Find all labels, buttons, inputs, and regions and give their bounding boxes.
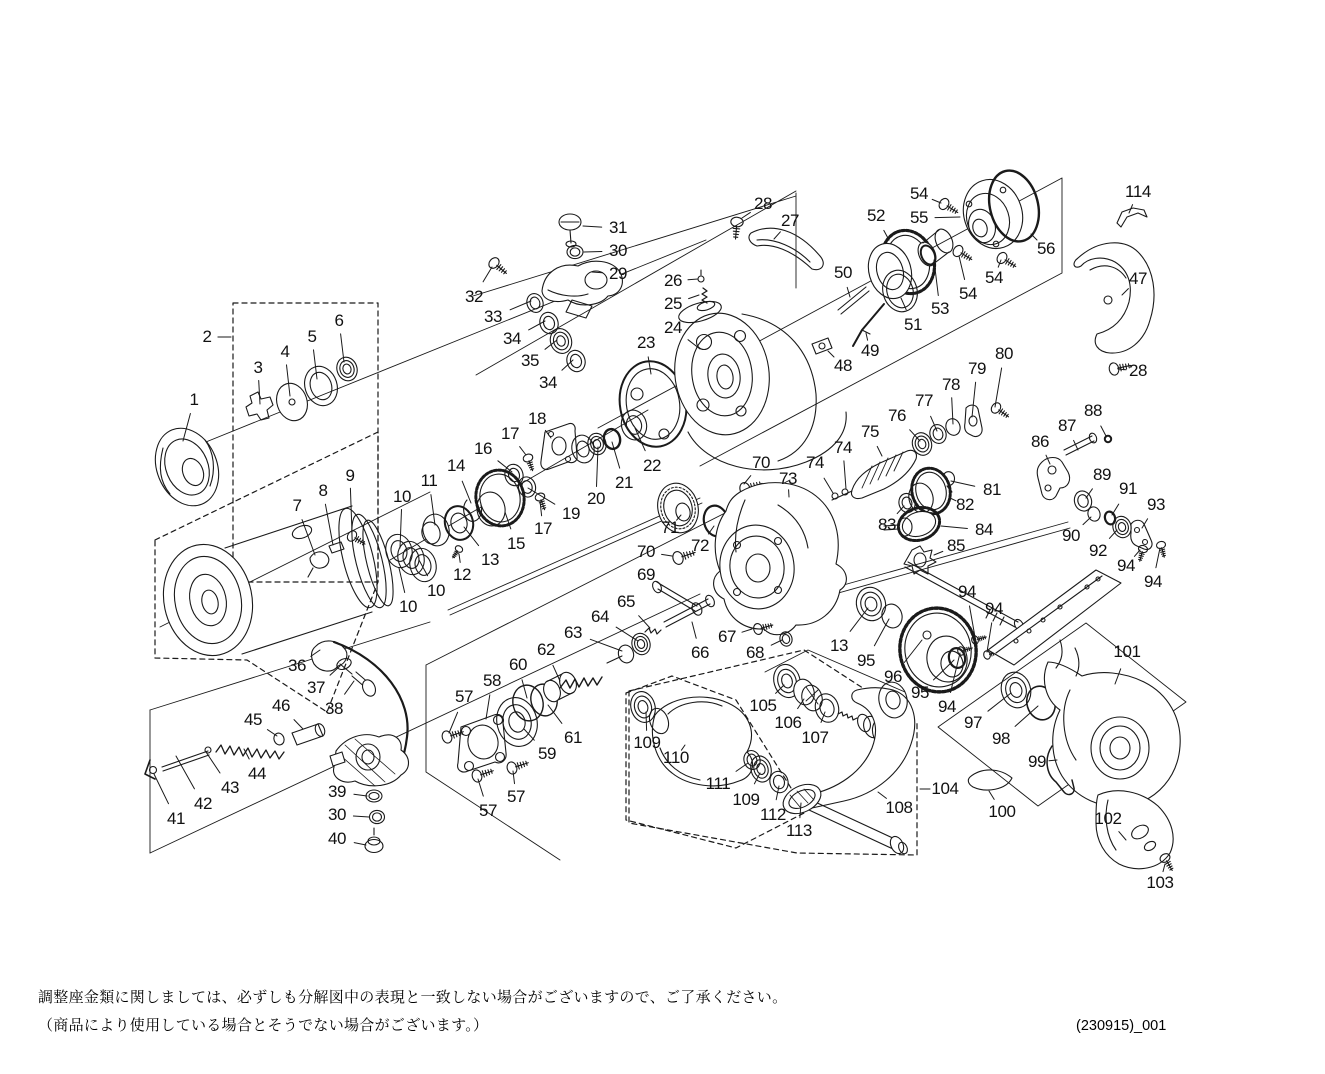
part-number-label: 82	[955, 495, 975, 514]
bail-wire-drawing	[312, 641, 409, 853]
part-number-label: 13	[829, 636, 849, 655]
part-number-label: 4	[280, 342, 290, 361]
part-number-label: 48	[833, 356, 853, 375]
part-number-label: 62	[536, 640, 556, 659]
leader-line	[540, 501, 542, 516]
part-number-label: 68	[745, 643, 765, 662]
part-number-label: 54	[984, 268, 1004, 287]
part-number-label: 103	[1146, 873, 1174, 892]
part-number-label: 54	[909, 184, 929, 203]
part-number-label: 94	[957, 582, 977, 601]
leader-line	[1101, 426, 1106, 436]
part-number-label: 17	[500, 424, 520, 443]
leader-line	[449, 712, 458, 733]
leader-line	[259, 381, 260, 405]
part-number-label: 12	[452, 565, 472, 584]
leader-line	[646, 712, 647, 730]
part-number-label: 94	[1143, 572, 1163, 591]
part-number-label: 74	[805, 453, 825, 472]
part-number-label: 19	[561, 504, 581, 523]
part-number-label: 111	[705, 774, 731, 793]
part-number-label: 81	[982, 480, 1002, 499]
part-number-label: 95	[856, 651, 876, 670]
part-number-label: 61	[563, 728, 583, 747]
leader-line	[934, 551, 943, 555]
part-number-label: 60	[508, 655, 528, 674]
leader-line	[692, 622, 696, 638]
leader-line	[1156, 548, 1160, 568]
leader-line	[951, 481, 975, 486]
rotor-nut-group-drawing	[812, 165, 1046, 354]
part-number-label: 17	[533, 519, 553, 538]
part-number-label: 95	[910, 683, 930, 702]
part-number-label: 5	[307, 327, 317, 346]
part-number-label: 76	[887, 406, 907, 425]
part-number-label: 44	[247, 764, 267, 783]
leader-line	[524, 729, 534, 740]
part-number-label: 10	[426, 581, 446, 600]
leader-line	[354, 794, 367, 796]
leader-line	[325, 504, 333, 545]
leader-line	[774, 232, 780, 239]
leader-line	[483, 267, 492, 282]
leader-line	[989, 791, 994, 799]
part-number-label: 107	[801, 728, 829, 747]
part-number-label: 83	[877, 515, 897, 534]
part-number-label: 85	[946, 536, 966, 555]
part-number-label: 112	[760, 805, 786, 824]
part-number-label: 8	[318, 481, 328, 500]
leader-line	[345, 681, 354, 694]
part-number-label: 110	[663, 748, 689, 767]
part-number-label: 77	[914, 391, 934, 410]
leader-line	[1122, 289, 1128, 295]
part-number-label: 14	[446, 456, 466, 475]
part-number-label: 71	[660, 518, 680, 537]
leader-line	[206, 752, 220, 773]
footnote-line-2: （商品により使用している場合とそうでない場合がございます。）	[38, 1017, 489, 1034]
part-number-label: 11	[420, 471, 438, 490]
part-number-label: 63	[563, 623, 583, 642]
part-number-label: 57	[478, 801, 498, 820]
part-number-label: 52	[866, 206, 886, 225]
part-number-label: 32	[464, 287, 484, 306]
leader-line	[583, 226, 602, 227]
leader-line	[742, 629, 752, 632]
leader-line	[400, 510, 402, 549]
leader-line	[824, 478, 833, 493]
part-number-label: 50	[833, 263, 853, 282]
leader-line	[464, 527, 479, 546]
part-number-label: 97	[963, 713, 983, 732]
part-number-label: 34	[502, 329, 522, 348]
clip-114-drawing	[1117, 208, 1147, 227]
part-number-label: 86	[1030, 432, 1050, 451]
part-number-label: 22	[642, 456, 662, 475]
part-number-label: 46	[271, 696, 291, 715]
part-number-label: 51	[903, 315, 923, 334]
part-number-label: 43	[220, 778, 240, 797]
part-number-label: 90	[1061, 526, 1081, 545]
part-number-label: 102	[1094, 809, 1122, 828]
part-number-label: 56	[1036, 239, 1056, 258]
part-number-label: 94	[984, 599, 1004, 618]
part-number-label: 80	[994, 344, 1014, 363]
part-number-label: 42	[193, 794, 213, 813]
leader-line	[771, 640, 782, 645]
part-number-label: 47	[1128, 269, 1148, 288]
part-number-label: 92	[1088, 541, 1108, 560]
leader-line	[744, 476, 751, 484]
lever-spring-drawing	[145, 722, 326, 779]
leader-line	[866, 333, 868, 340]
part-number-label: 66	[690, 643, 710, 662]
part-number-label: 6	[334, 311, 344, 330]
leader-line	[353, 816, 369, 817]
part-number-label: 109	[732, 790, 760, 809]
part-number-label: 37	[306, 678, 326, 697]
leader-line	[972, 382, 976, 417]
part-number-label: 3	[253, 358, 263, 377]
leader-line	[399, 568, 405, 593]
part-number-label: 113	[786, 821, 812, 840]
part-number-label: 93	[1146, 495, 1166, 514]
part-number-label: 28	[753, 194, 773, 213]
leader-line	[959, 256, 965, 280]
part-number-label: 55	[909, 208, 929, 227]
leader-lines	[154, 199, 1165, 871]
leader-line	[1046, 455, 1050, 464]
part-number-label: 10	[398, 597, 418, 616]
part-number-label: 24	[663, 318, 683, 337]
leader-line	[662, 554, 672, 556]
leader-line	[688, 279, 698, 280]
leader-line	[520, 447, 526, 455]
leader-line	[513, 771, 515, 784]
leader-line	[545, 340, 557, 349]
leader-line	[844, 461, 846, 489]
part-number-label: 100	[988, 802, 1016, 821]
part-number-label: 49	[860, 341, 880, 360]
body-cover-drawing	[1074, 208, 1154, 376]
leader-line	[522, 680, 527, 698]
part-number-label: 105	[749, 696, 777, 715]
part-number-label: 29	[608, 264, 628, 283]
part-number-label: 57	[506, 787, 526, 806]
leader-line	[708, 526, 714, 534]
leader-line	[874, 619, 889, 646]
part-number-label: 40	[327, 829, 347, 848]
leader-line	[995, 368, 1002, 407]
leader-line	[553, 665, 560, 681]
part-number-label: 18	[527, 409, 547, 428]
leader-line	[934, 260, 938, 296]
part-number-label: 41	[166, 809, 186, 828]
part-number-label: 109	[633, 733, 661, 752]
leader-line	[584, 252, 602, 253]
part-number-label: 27	[780, 211, 800, 230]
leader-line	[590, 639, 622, 651]
part-number-label: 36	[287, 656, 307, 675]
part-number-label: 74	[833, 438, 853, 457]
part-number-label: 33	[483, 307, 503, 326]
part-number-label: 10	[392, 487, 412, 506]
leader-line	[529, 321, 545, 330]
leader-line	[1086, 489, 1092, 498]
leader-line	[742, 212, 750, 218]
part-number-label: 25	[663, 294, 683, 313]
leader-line	[267, 730, 277, 736]
part-number-label: 73	[778, 469, 798, 488]
leader-line	[354, 843, 366, 845]
leader-line	[486, 695, 490, 719]
leader-line	[656, 582, 663, 586]
part-number-label: 26	[663, 271, 683, 290]
part-number-label: 9	[345, 466, 355, 485]
bail-arm-drawing	[487, 214, 623, 374]
drag-knob-drawing	[144, 419, 230, 516]
part-number-label: 98	[991, 729, 1011, 748]
part-number-label: 2	[202, 327, 212, 346]
part-number-label: 94	[937, 697, 957, 716]
footnote-line-1: 調整座金類に関しましては、必ずしも分解図中の表現と一致しない場合がございますので、ご了承ください。	[38, 989, 788, 1006]
leader-line	[459, 554, 460, 562]
part-number-label: 53	[930, 299, 950, 318]
part-number-label: 69	[636, 565, 656, 584]
part-number-label: 34	[538, 373, 558, 392]
leader-line	[910, 430, 920, 441]
leader-line	[877, 446, 882, 456]
leader-line	[478, 779, 483, 796]
leader-line	[648, 357, 651, 374]
part-number-label: 13	[480, 550, 500, 569]
part-number-label: 38	[324, 699, 344, 718]
part-number-label: 39	[327, 782, 347, 801]
spool-drawing	[153, 505, 399, 664]
leader-line	[616, 627, 638, 641]
part-number-label: 89	[1092, 465, 1112, 484]
part-number-label: 1	[189, 390, 199, 409]
part-number-label: 99	[1027, 752, 1047, 771]
part-number-label: 88	[1083, 401, 1103, 420]
part-number-label: 23	[636, 333, 656, 352]
leader-line	[154, 774, 169, 804]
part-number-label: 72	[690, 536, 710, 555]
leader-line	[988, 693, 1011, 711]
part-number-label: 59	[537, 744, 557, 763]
leader-line	[935, 217, 960, 218]
part-number-label: 101	[1113, 642, 1141, 661]
part-number-label: 108	[885, 798, 913, 817]
part-number-label: 20	[586, 489, 606, 508]
part-number-label: 106	[774, 713, 802, 732]
leader-line	[941, 526, 967, 529]
part-number-label: 16	[473, 439, 493, 458]
part-number-label: 15	[506, 534, 526, 553]
part-number-label: 79	[967, 359, 987, 378]
part-number-label: 28	[1128, 361, 1148, 380]
part-number-label: 21	[614, 473, 634, 492]
part-number-label: 7	[292, 496, 302, 515]
part-number-label: 84	[974, 520, 994, 539]
part-number-label: 75	[860, 422, 880, 441]
part-number-label: 31	[608, 218, 628, 237]
part-number-label: 65	[616, 592, 636, 611]
leader-line	[850, 608, 868, 631]
part-number-label: 45	[243, 710, 263, 729]
part-number-label: 70	[636, 542, 656, 561]
part-number-label: 104	[931, 779, 959, 798]
part-number-label: 78	[941, 375, 961, 394]
part-number-label: 30	[608, 241, 628, 260]
part-number-label: 96	[883, 667, 903, 686]
leader-line	[597, 447, 599, 487]
leader-line	[931, 416, 937, 431]
part-number-label: 58	[482, 671, 502, 690]
part-number-label: 114	[1125, 182, 1151, 201]
part-number-label: 57	[454, 687, 474, 706]
leader-line	[932, 199, 941, 203]
leader-line	[1112, 504, 1119, 515]
leader-line	[419, 560, 428, 576]
part-number-label: 87	[1057, 416, 1077, 435]
part-number-label: 67	[717, 627, 737, 646]
document-number: (230915)_001	[1076, 1018, 1167, 1034]
oscillating-group-drawing	[441, 656, 622, 783]
part-number-label: 35	[520, 351, 540, 370]
part-number-label: 54	[958, 284, 978, 303]
part-number-label: 64	[590, 607, 610, 626]
leader-line	[1163, 864, 1165, 872]
part-number-label: 30	[327, 805, 347, 824]
part-number-label: 94	[1116, 556, 1136, 575]
leader-line	[294, 720, 303, 729]
leader-line	[952, 398, 953, 424]
leader-line	[689, 295, 699, 299]
part-number-label: 70	[751, 453, 771, 472]
part-number-label: 91	[1118, 479, 1138, 498]
leader-line	[1083, 517, 1091, 525]
